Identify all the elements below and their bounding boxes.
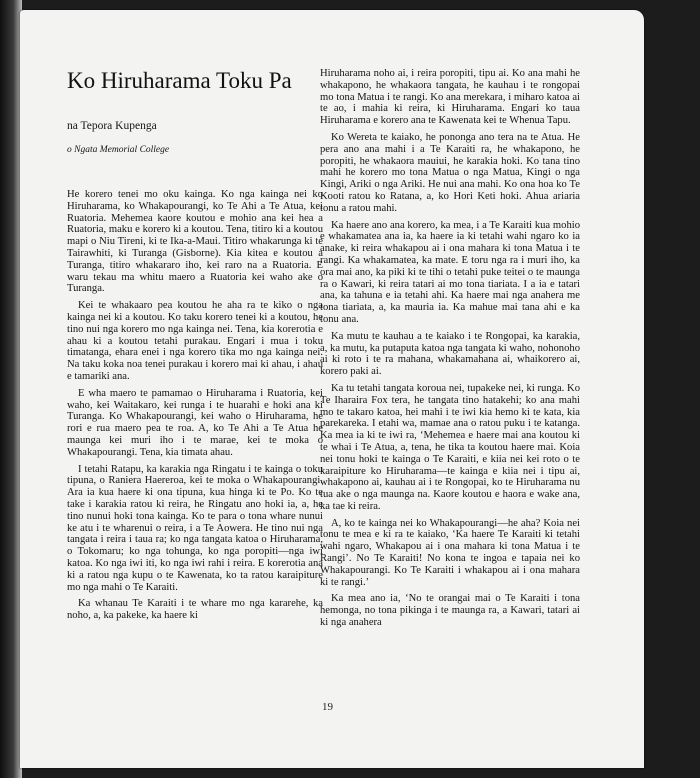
paragraph: Ka mea ano ia, ‘No te orangai mai o Te Karaiti i tona hemonga, no tona pikinga i te maunga ra, a Kawari, tatari ai ki nga anahera bbox=[320, 593, 580, 629]
right-column bbox=[320, 68, 580, 634]
paragraph: Ka tu tetahi tangata koroua nei, tupakeke nei, ki runga. Ko Te Iharaira Fox tera, he tangata tino hatakehi; ko ana mahi mo te takaro katoa, hei mahi i te iwi kia hemo ki te kata, kia parekareka. I etahi wa, mamae ana o ratou puku i te katanga. Ka mea ia ki te iwi ra, ‘Mehemea e haere mai ana koutou ki te whai i Te Atua, a, tena, he tika ta koutou haere mai. Koia nei tonu hoki te kainga o Te Karaiti, e kiia nei kei roto o te karaipiture ko Hiruharama—te kainga e kiia nei i tipu ai, whakapono ai, kauhau ai i te Rongopai, ko te Hiruharama nu tua ake o nga maunga na. Kaore koutou e haora e wake ana, ka tae ki reira. bbox=[320, 382, 580, 512]
paragraph: He korero tenei mo oku kainga. Ko nga kainga nei ko Hiruharama, ko Whakapourangi, ko Te Ahi a Te Atua, kei Ruatoria. Mehemea kaore koutou e mohio ana kei hea a Ruatoria, maku e korero ki a koutou. Tena, titiro ki a koutou mapi o Niu Tireni, ki te Ika-a-Maui. Titiro whakarunga ki te Tairawhiti, ki Turanga (Gisborne). Kia kitea e koutou a Turanga, titiro whakararo iho, kei raro na a Ruatoria. E waru tekau ma whitu maero a Ruatoria kei waho ake o Turanga. bbox=[67, 189, 323, 295]
paragraph: A, ko te kainga nei ko Whakapourangi—he aha? Koia nei tonu te mea e ki ra te kaiako, ‘Ka haere Te Karaiti ki tetahi wahi ngaro, Whakapou ai i ona mahara ki tona Matua i te Rangi’. No Te Karaiti! No kona te ingoa e tapaia nei ko Whakapourangi. Ko Te Karaiti i whakapou ai i ona mahara ki te rangi.’ bbox=[320, 517, 580, 588]
author-affiliation: o Ngata Memorial College bbox=[67, 145, 170, 155]
book-spine-shadow bbox=[0, 0, 22, 778]
book-page bbox=[20, 10, 644, 768]
page-number: 19 bbox=[322, 701, 333, 713]
paragraph: Ka haere ano ana korero, ka mea, i a Te Karaiti kua mohio e whakamatea ana ia, ka haere ia ki tetahi wahi ngaro ko ia anake, ki reira whakapou ai i ona mahara ki tona Matua i te rangi. Ka whakamatea, ka mate. E toru nga ra i muri iho, ka ora mai ano, ka piki ki te tihi o tetahi puke teitei o te maunga ra o Kawari, ki reira tatari ai mo tona tiariata. I a ia e tatari ana, ka tahuna e ia tetahi ahi. Ka haere mai nga anahera me tona tiariata, a, ka mauria ia. Ka mahue mai tana ahi e ka tonu ana. bbox=[320, 219, 580, 325]
article-author: na Tepora Kupenga bbox=[67, 120, 157, 132]
paragraph: Ka mutu te kauhau a te kaiako i te Rongopai, ka karakia, a, ka mutu, ka putaputa katoa nga tangata ki waho, nohonoho ai ki roto i te ra mahana, whakamahana ai, whaikorero ai, korero paki ai. bbox=[320, 330, 580, 378]
left-column-body bbox=[67, 189, 323, 622]
paragraph: Ka whanau Te Karaiti i te whare mo nga kararehe, ka noho, a, ka pakeke, ka haere ki bbox=[67, 598, 323, 622]
left-column bbox=[67, 10, 323, 627]
paragraph: I tetahi Ratapu, ka karakia nga Ringatu i te kainga o toku tipuna, o Raniera Haereroa, kei te moka o Whakapourangi. Ara ia kua haere ki ona tipuna, kua hinga ki te Po. Ko te take i karakia ratou ki reira, he Ringatu ano hoki ia, a, he tino nunui hoki tona kainga. Ko te para o tona whare nunui ke atu i te wharenui o reira, i a Te Aowera. He tino nui nga tangata i reira i taua ra; ko nga tangata katoa o Hiruharama, o Tokomaru; ko nga tohunga, ko nga poropiti—nga iwi katoa. Ko nga iwi iti, ko nga iwi rahi i reira. E korerotia ana ki a ratou nga kupu o te Kawenata, ko ta ratou karaipiture mo nga mahi o Te Karaiti. bbox=[67, 463, 323, 593]
paragraph: Hiruharama noho ai, i reira poropiti, tipu ai. Ko ana mahi he whakapono, he whakaora tangata, he kauhau i te rongopai mo tona Matua i te rangi. Ko ana merekara, i miharo katoa ai te ao, i mahia ki reira, ki Hiruharama. Engari ko taua Hiruharama e korero ana te Kawenata kei te Whenua Tapu. bbox=[320, 68, 580, 127]
paragraph: Kei te whakaaro pea koutou he aha ra te kiko o nga kainga nei ki a koutou. Ko taku korero tenei ki a koutou, he tino nui nga korero mo nga kainga nei. Tena, kia korerotia e ahau ki a koutou tetahi purakau. Engari i mua i toku timatanga, ehara enei i nga korero tika mo nga kainga nei. Na taku koka noa tenei purakau i korero mai ki ahau, i ahau e tamariki ana. bbox=[67, 300, 323, 382]
article-title: Ko Hiruharama Toku Pa bbox=[67, 68, 292, 93]
paragraph: Ko Wereta te kaiako, he pononga ano tera na te Atua. He pera ano ana mahi i a Te Karaiti ra, he whakapono, he poropiti, he whakaora mauiui, he karakia hoki. Ko tana tino mahi he korero mo tona Matua o nga Matua, Kingi o nga Kingi, Ariki o nga Ariki. He nui ana mahi. Ko ona hoa ko Te Kooti ratou ko Ratana, a, ko Hori Keti hoki. Ahua ariaria tonu a ratou mahi. bbox=[320, 131, 580, 214]
paragraph: E wha maero te pamamao o Hiruharama i Ruatoria, kei waho, kei Waitakaro, kei runga i te huarahi e hoki ana ki Turanga. Ko Whakapourangi, kei waho o Hiruharama, he rori e rua maero pea te roa. A, ko Te Ahi a Te Atua he maunga kei muri iho i te marae, kei te moka o Whakapourangi. Tena, kia timata ahau. bbox=[67, 387, 323, 458]
scan-background bbox=[644, 14, 700, 778]
